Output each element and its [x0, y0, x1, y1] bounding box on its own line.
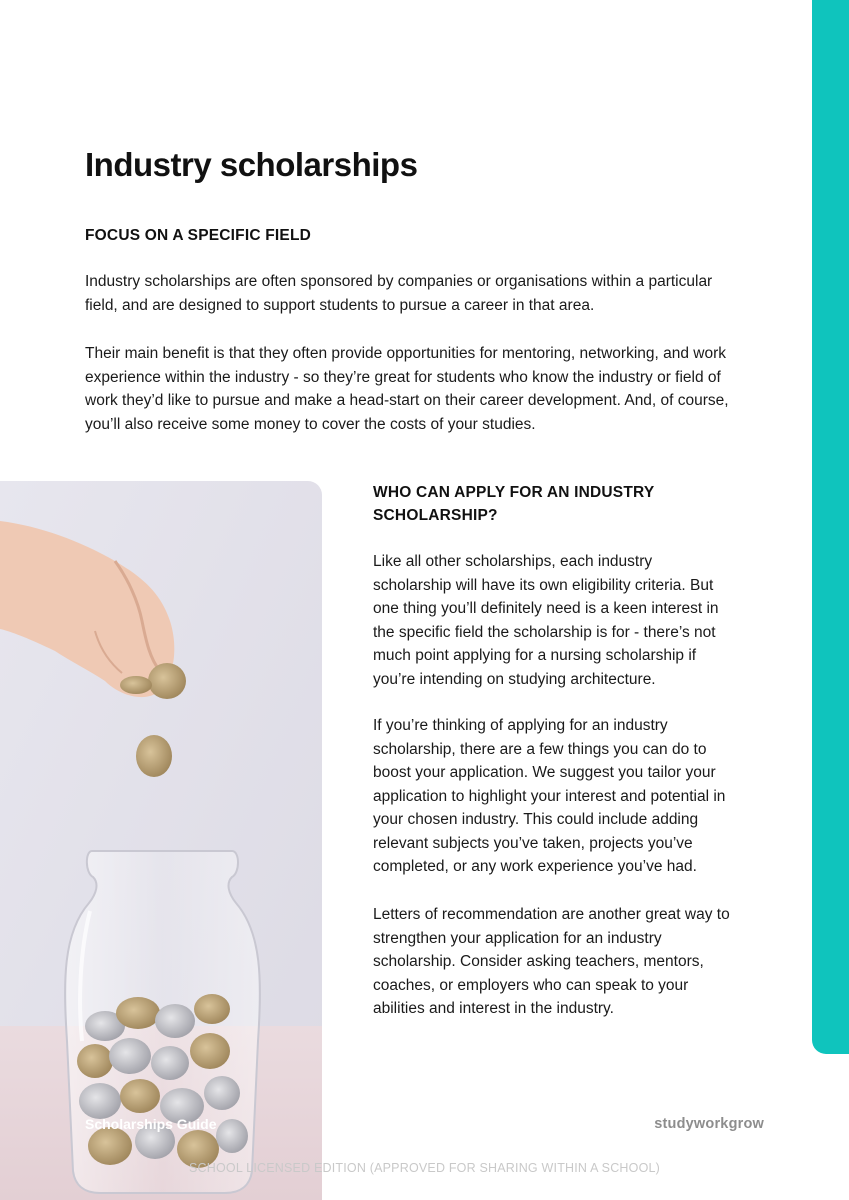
- accent-side-bar: [812, 0, 849, 1054]
- intro-paragraph: Industry scholarships are often sponsored by companies or organisations within a particular field, and are designed to support students to pursue a career in that area.: [85, 273, 713, 314]
- coin-jar-photo: [0, 481, 322, 1200]
- recommendation-paragraph: Letters of recommendation are another great way to strengthen your application for an industry scholarship. Consider asking teachers, mentors, coaches, or employers who can speak to your abilities and interest in the industry.: [373, 906, 730, 1017]
- benefit-paragraph: Their main benefit is that they often provide opportunities for mentoring, networking, and work experience within the industry - so they’re great for students who know the industry or field of work they’d like to pursue and make a head-start on their career development. And, of course, you’ll also receive some money to cover the costs of your studies.: [85, 345, 729, 433]
- section-heading-who-can-apply: WHO CAN APPLY FOR AN INDUSTRY SCHOLARSHIP?: [373, 484, 655, 524]
- application-tips-paragraph: If you’re thinking of applying for an industry scholarship, there are a few things you can do to boost your application. We suggest you tailor your application to highlight your interest and potential in your chosen industry. This could include adding relevant subjects you’ve taken, projects you’ve completed, or any work experience you’ve had.: [373, 717, 726, 875]
- footer-guide-title: Scholarships Guide: [85, 1116, 217, 1132]
- page-title: Industry scholarships: [85, 146, 418, 183]
- license-notice: SCHOOL LICENSED EDITION (APPROVED FOR SHARING WITHIN A SCHOOL): [188, 1161, 661, 1175]
- eligibility-paragraph: Like all other scholarships, each industry scholarship will have its own eligibility criteria. But one thing you’ll definitely need is a keen interest in the specific field the scholarship is for - there’s not much point applying for a nursing scholarship if you’re intending on studying architecture.: [373, 553, 719, 688]
- section-heading-focus: FOCUS ON A SPECIFIC FIELD: [85, 227, 312, 244]
- footer-brand-logo: studyworkgrow: [654, 1116, 764, 1132]
